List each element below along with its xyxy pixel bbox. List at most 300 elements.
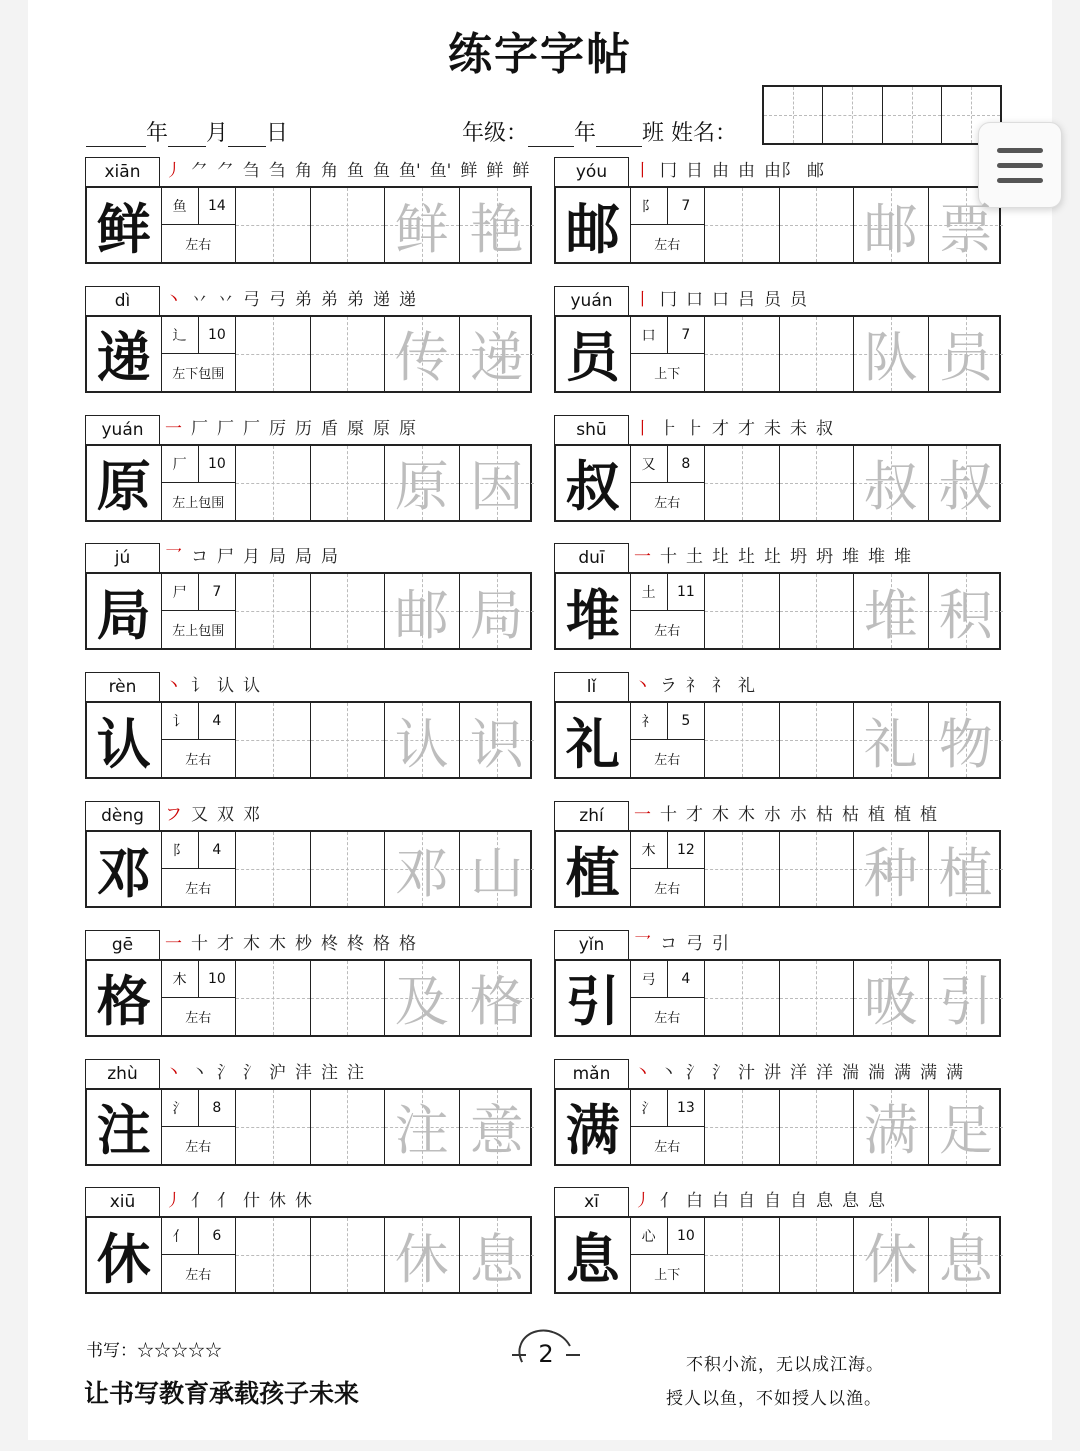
stroke-step: 丶 [634, 1062, 651, 1083]
trace-cell[interactable] [929, 574, 1004, 648]
stroke-step: 员 [790, 289, 807, 310]
stroke-step: 角 [295, 161, 312, 181]
trace-cell[interactable] [929, 188, 1004, 262]
stroke-count: 4 [212, 713, 222, 730]
stroke-step: 弓 [269, 289, 286, 310]
trace-word-char: 叔 [863, 455, 918, 519]
trace-cell[interactable] [854, 1090, 929, 1164]
structure: 左右 [185, 238, 212, 253]
stroke-step: 丶 [165, 289, 182, 310]
writing-cell[interactable] [780, 446, 855, 520]
structure: 左右 [185, 1139, 212, 1155]
stroke-step: コ [191, 547, 208, 568]
trace-cell[interactable] [460, 703, 535, 777]
trace-word-char: 休 [394, 1227, 449, 1291]
structure: 左右 [185, 753, 212, 769]
writing-cell[interactable] [311, 574, 386, 648]
trace-word-char: 认 [394, 712, 449, 776]
stroke-step: 局 [321, 547, 338, 568]
trace-word-char: 堆 [863, 583, 918, 647]
writing-cell[interactable] [311, 1090, 386, 1164]
stroke-step: 才 [686, 805, 703, 825]
year-blank[interactable] [86, 125, 146, 147]
stroke-step: 鱼 [347, 161, 364, 181]
main-character: 休 [87, 1218, 162, 1292]
pinyin-box: lǐ [554, 672, 629, 702]
stroke-step: 十 [191, 933, 208, 954]
stroke-step: 圵 [738, 547, 755, 568]
writing-cell[interactable] [780, 1090, 855, 1164]
stroke-step: 丿 [634, 1191, 651, 1212]
char-info [162, 1218, 237, 1292]
stroke-step: 息 [816, 1191, 833, 1212]
stroke-step: 丶 [165, 676, 182, 697]
stroke-step: 角 [321, 161, 338, 181]
pinyin-box: rèn [85, 672, 160, 702]
stroke-order [634, 1059, 1001, 1087]
stroke-step: 沪 [269, 1062, 286, 1083]
stroke-step: 氵 [217, 1062, 234, 1083]
writing-cell[interactable] [705, 832, 780, 906]
stroke-step: 满 [894, 1062, 911, 1083]
trace-word-char: 识 [469, 712, 524, 776]
hamburger-icon-bar [997, 148, 1043, 153]
trace-cell[interactable] [854, 703, 929, 777]
stroke-step: 乛 [634, 933, 651, 954]
char-info [162, 317, 237, 391]
main-character: 认 [87, 703, 162, 777]
trace-cell[interactable] [929, 1090, 1004, 1164]
practice-grid [554, 444, 1001, 522]
writing-cell[interactable] [705, 574, 780, 648]
trace-word-char: 礼 [863, 712, 918, 776]
practice-grid [554, 701, 1001, 779]
char-info [631, 1218, 706, 1292]
day-blank[interactable] [228, 125, 266, 147]
radical: 讠 [162, 703, 199, 739]
practice-grid [554, 1216, 1001, 1294]
writing-cell[interactable] [780, 317, 855, 391]
writing-cell[interactable] [780, 188, 855, 262]
practice-grid [554, 572, 1001, 650]
stroke-step: 息 [868, 1191, 885, 1212]
stroke-step: 丿 [165, 161, 182, 181]
writing-cell[interactable] [236, 574, 311, 648]
trace-word-char: 满 [863, 1099, 918, 1163]
stroke-step: 朩 [764, 805, 781, 825]
page-title: 练字字帖 [448, 29, 632, 80]
main-character: 注 [87, 1090, 162, 1164]
practice-block [85, 157, 532, 264]
writing-cell[interactable] [705, 446, 780, 520]
pinyin-box: dì [85, 286, 160, 316]
radical: 鱼 [162, 188, 199, 224]
stroke-step: 历 [295, 418, 312, 439]
stroke-step: 丶 [660, 1062, 677, 1083]
trace-cell[interactable] [460, 446, 535, 520]
stroke-step: 圵 [764, 547, 781, 568]
stroke-step: 厡 [347, 418, 364, 439]
month-blank[interactable] [168, 125, 206, 147]
stroke-step: 植 [894, 805, 911, 825]
stroke-step: 木 [712, 805, 729, 825]
main-character: 局 [87, 574, 162, 648]
practice-block [554, 672, 1001, 779]
writing-cell[interactable] [236, 832, 311, 906]
pinyin-box: yǐn [554, 930, 629, 960]
radical: 辶 [162, 317, 199, 353]
stroke-order [634, 801, 1001, 829]
stroke-order [634, 157, 1001, 185]
trace-word-char: 票 [938, 197, 993, 261]
trace-cell[interactable] [385, 317, 460, 391]
trace-word-char: 山 [469, 841, 524, 905]
month-label: 月 [206, 121, 229, 146]
stroke-step: 弓 [243, 289, 260, 310]
practice-block [554, 1059, 1001, 1166]
stroke-step: 自 [738, 1191, 755, 1212]
main-character: 原 [87, 446, 162, 520]
structure: 左右 [654, 238, 681, 253]
stroke-step: ⺈ [217, 161, 234, 181]
practice-grid [85, 701, 532, 779]
pinyin-box: xiū [85, 1187, 160, 1217]
stroke-order [634, 543, 1001, 571]
page-number [506, 1330, 586, 1378]
stroke-step: 丨 [634, 418, 651, 439]
trace-cell[interactable] [385, 961, 460, 1035]
trace-word-char: 吸 [863, 970, 918, 1034]
radical: 口 [631, 317, 668, 353]
char-info [631, 188, 706, 262]
trace-cell[interactable] [385, 1090, 460, 1164]
stroke-step: 木 [243, 933, 260, 954]
class-blank[interactable] [596, 125, 642, 147]
trace-cell[interactable] [385, 832, 460, 906]
stroke-step: 枯 [816, 805, 833, 825]
char-info [631, 446, 706, 520]
pinyin-box: zhí [554, 801, 629, 831]
trace-word-char: 因 [469, 455, 524, 519]
stroke-step: ラ [660, 676, 677, 697]
stroke-step: 息 [842, 1191, 859, 1212]
writing-cell[interactable] [705, 317, 780, 391]
practice-grid [554, 1088, 1001, 1166]
stroke-step: フ [165, 805, 182, 825]
writing-cell[interactable] [311, 1218, 386, 1292]
stroke-step: 鲜 [460, 161, 478, 181]
stroke-step: 格 [399, 933, 416, 954]
class-label: 班 [642, 121, 665, 146]
stroke-step: 杪 [295, 933, 312, 954]
quote-line-2: 授人以鱼，不如授人以渔。 [666, 1389, 882, 1409]
writing-cell[interactable] [236, 961, 311, 1035]
main-character: 递 [87, 317, 162, 391]
stroke-step: 汁 [738, 1062, 755, 1083]
trace-word-char: 物 [938, 712, 993, 776]
trace-cell[interactable] [460, 1090, 535, 1164]
stroke-count: 6 [212, 1228, 222, 1245]
trace-word-char: 植 [938, 841, 993, 905]
writing-cell[interactable] [780, 1218, 855, 1292]
trace-cell[interactable] [854, 446, 929, 520]
page-dash-left [512, 1354, 526, 1356]
stroke-step: 满 [920, 1062, 937, 1083]
writing-cell[interactable] [780, 703, 855, 777]
stroke-step: 亻 [217, 1191, 234, 1212]
writing-cell[interactable] [780, 961, 855, 1035]
hamburger-icon-bar [997, 178, 1043, 183]
page-dash-right [566, 1354, 580, 1356]
trace-cell[interactable] [385, 703, 460, 777]
stroke-step: 洋 [816, 1062, 833, 1083]
structure: 上下 [654, 1268, 681, 1284]
radical: 弓 [631, 961, 668, 997]
practice-block [85, 415, 532, 522]
practice-grid [85, 1088, 532, 1166]
quote-line-1: 不积小流，无以成江海。 [686, 1355, 884, 1375]
structure: 左右 [185, 1268, 212, 1284]
trace-cell[interactable] [460, 832, 535, 906]
writing-cell[interactable] [705, 1090, 780, 1164]
trace-cell[interactable] [385, 188, 460, 262]
name-cell[interactable] [883, 87, 942, 143]
stroke-step: 未 [764, 418, 781, 439]
pinyin-box: xiān [85, 157, 160, 187]
trace-cell[interactable] [929, 832, 1004, 906]
stroke-step: 白 [712, 1191, 729, 1212]
stroke-step: 叔 [816, 418, 833, 439]
stroke-step: ⺈ [191, 161, 208, 181]
char-info [162, 832, 237, 906]
grade-blank[interactable] [528, 125, 574, 147]
char-info [162, 703, 237, 777]
rating: 书写：☆☆☆☆☆ [86, 1341, 222, 1361]
trace-cell[interactable] [854, 1218, 929, 1292]
writing-cell[interactable] [780, 574, 855, 648]
trace-word-char: 息 [469, 1227, 524, 1291]
trace-cell[interactable] [929, 1218, 1004, 1292]
trace-cell[interactable] [460, 317, 535, 391]
char-info [631, 574, 706, 648]
writing-cell[interactable] [780, 832, 855, 906]
stroke-step: 休 [295, 1191, 312, 1212]
pinyin-box: gē [85, 930, 160, 960]
trace-cell[interactable] [854, 317, 929, 391]
stroke-step: 局 [269, 547, 286, 568]
stroke-step: 丨 [634, 161, 651, 181]
stroke-step: 格 [373, 933, 390, 954]
stroke-step: 木 [269, 933, 286, 954]
writing-cell[interactable] [705, 188, 780, 262]
writing-cell[interactable] [705, 961, 780, 1035]
writing-cell[interactable] [311, 188, 386, 262]
stroke-step: 局 [295, 547, 312, 568]
char-info [631, 317, 706, 391]
main-character: 邮 [556, 188, 631, 262]
pinyin-box: shū [554, 415, 629, 445]
stroke-step: 自 [764, 1191, 781, 1212]
stroke-step: 月 [243, 547, 260, 568]
stroke-count: 4 [212, 842, 222, 858]
stroke-step: 由 [738, 161, 755, 181]
trace-cell[interactable] [460, 961, 535, 1035]
pinyin-box: dèng [85, 801, 160, 831]
trace-cell[interactable] [929, 703, 1004, 777]
stroke-step: 十 [660, 805, 677, 825]
stroke-step: 才 [217, 933, 234, 954]
stroke-step: 氵 [686, 1062, 703, 1083]
trace-word-char: 邮 [863, 197, 918, 261]
radical: 亻 [162, 1218, 199, 1254]
writing-cell[interactable] [236, 188, 311, 262]
stroke-step: 讠 [191, 676, 208, 697]
writing-cell[interactable] [236, 1090, 311, 1164]
stroke-step: 沣 [295, 1062, 312, 1083]
writing-cell[interactable] [236, 446, 311, 520]
stroke-step: 口 [712, 289, 729, 310]
trace-cell[interactable] [929, 961, 1004, 1035]
date-line [86, 116, 288, 147]
char-info [631, 1090, 706, 1164]
writing-cell[interactable] [705, 1218, 780, 1292]
stroke-step: 厂 [243, 418, 260, 439]
radical: 心 [631, 1218, 668, 1254]
stroke-step: 湍 [842, 1062, 859, 1083]
structure: 左下包围 [172, 366, 225, 382]
structure: 上下 [654, 366, 681, 382]
stroke-order [634, 930, 1001, 958]
stroke-count: 8 [681, 455, 691, 472]
trace-word-char: 递 [469, 326, 524, 390]
stroke-step: 尸 [217, 547, 234, 568]
trace-word-char: 注 [394, 1099, 449, 1163]
trace-cell[interactable] [854, 188, 929, 262]
pinyin-box: duī [554, 543, 629, 573]
stroke-step: ⺊ [686, 418, 703, 439]
pinyin-box: yóu [554, 157, 629, 187]
writing-cell[interactable] [236, 703, 311, 777]
stroke-step: 丿 [165, 1191, 182, 1212]
trace-cell[interactable] [929, 446, 1004, 520]
main-character: 鲜 [87, 188, 162, 262]
main-character: 礼 [556, 703, 631, 777]
stroke-order [165, 157, 532, 185]
trace-cell[interactable] [385, 1218, 460, 1292]
stroke-step: 厉 [269, 418, 286, 439]
stroke-step: 丶 [165, 1062, 182, 1083]
name-label: 姓名： [671, 121, 738, 146]
writing-cell[interactable] [311, 446, 386, 520]
practice-grid [554, 186, 1001, 264]
pinyin-box: jú [85, 543, 160, 573]
stroke-order [165, 1059, 532, 1087]
page-number-text: 2 [538, 1340, 554, 1368]
stroke-step: 自 [790, 1191, 807, 1212]
stroke-step: 亻 [191, 1191, 208, 1212]
stroke-step: 一 [634, 805, 651, 825]
name-cell[interactable] [823, 87, 882, 143]
structure: 左右 [654, 1139, 681, 1155]
practice-block [85, 930, 532, 1037]
stroke-step: 鱼' [429, 161, 452, 181]
main-character: 格 [87, 961, 162, 1035]
stroke-step: 白 [686, 1191, 703, 1212]
trace-cell[interactable] [460, 1218, 535, 1292]
writing-cell[interactable] [311, 961, 386, 1035]
practice-block [554, 1187, 1001, 1294]
stroke-step: 堆 [842, 547, 859, 568]
trace-cell[interactable] [385, 574, 460, 648]
writing-cell[interactable] [311, 317, 386, 391]
stroke-step: 由阝 [764, 161, 798, 181]
main-character: 员 [556, 317, 631, 391]
writing-cell[interactable] [236, 317, 311, 391]
stroke-step: 刍 [243, 161, 260, 181]
radical: 尸 [162, 574, 199, 610]
radical: 阝 [631, 188, 668, 224]
practice-block [554, 415, 1001, 522]
trace-cell[interactable] [854, 832, 929, 906]
trace-word-char: 传 [394, 326, 449, 390]
trace-cell[interactable] [385, 446, 460, 520]
char-info [631, 961, 706, 1035]
pinyin-box: mǎn [554, 1059, 629, 1089]
structure: 左上包围 [172, 624, 225, 640]
stroke-count: 7 [681, 198, 691, 214]
stroke-count: 12 [676, 842, 695, 858]
stroke-step: 氵 [712, 1062, 729, 1083]
radical: 又 [631, 446, 668, 482]
stroke-step: ⺊ [660, 418, 677, 439]
radical: 厂 [162, 446, 199, 482]
trace-cell[interactable] [460, 574, 535, 648]
main-character: 满 [556, 1090, 631, 1164]
writing-cell[interactable] [311, 703, 386, 777]
trace-word-char: 鲜 [394, 197, 449, 261]
trace-word-char: 员 [938, 326, 993, 390]
pinyin-box: xī [554, 1187, 629, 1217]
trace-cell[interactable] [854, 961, 929, 1035]
name-cell[interactable] [764, 87, 823, 143]
trace-cell[interactable] [460, 188, 535, 262]
writing-cell[interactable] [311, 832, 386, 906]
practice-block [85, 543, 532, 650]
stroke-step: 鲜 [512, 161, 530, 181]
stroke-step: 刍 [269, 161, 286, 181]
stroke-step: 弓 [686, 933, 703, 954]
char-info [631, 703, 706, 777]
name-grid[interactable] [762, 85, 1002, 145]
stroke-step: 邮 [807, 161, 824, 181]
stroke-step: 一 [165, 933, 182, 954]
stroke-count: 10 [207, 455, 226, 472]
stroke-step: 才 [738, 418, 755, 439]
stroke-step: 递 [399, 289, 416, 310]
stroke-step: 朩 [790, 805, 807, 825]
stroke-step: 弟 [321, 289, 338, 310]
char-info [162, 1090, 237, 1164]
class-line [462, 116, 737, 147]
trace-cell[interactable] [929, 317, 1004, 391]
stroke-step: 原 [373, 418, 390, 439]
writing-cell[interactable] [236, 1218, 311, 1292]
trace-cell[interactable] [854, 574, 929, 648]
writing-cell[interactable] [705, 703, 780, 777]
stroke-step: 才 [712, 418, 729, 439]
practice-block [85, 1059, 532, 1166]
trace-word-char: 息 [938, 1227, 993, 1291]
